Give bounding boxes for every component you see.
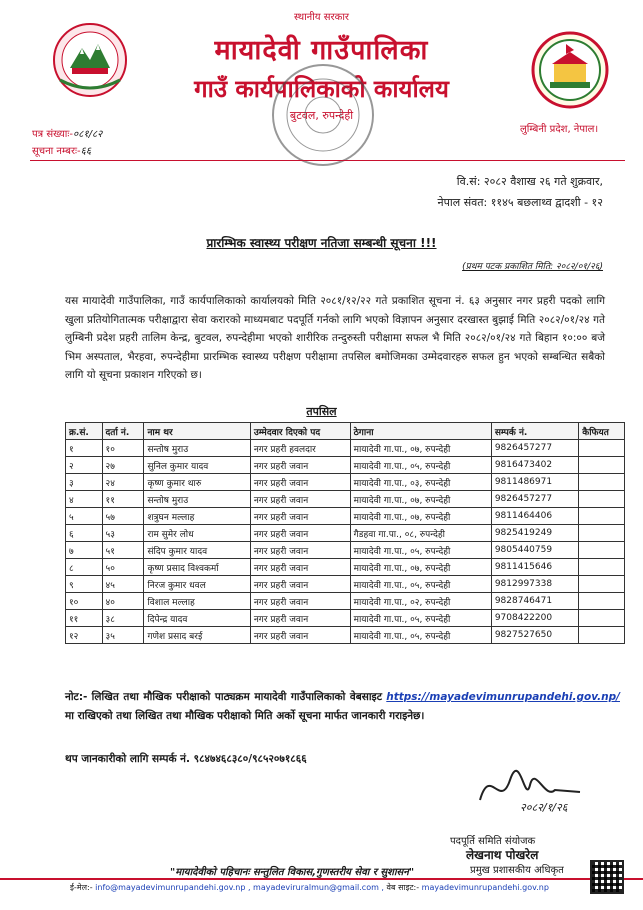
cell-reg-no: ३८	[102, 610, 144, 627]
cell-remarks	[579, 491, 625, 508]
cell-contact: 9827527650	[491, 627, 578, 644]
cell-position: नगर प्रहरी जवान	[250, 474, 350, 491]
table-row	[66, 491, 625, 508]
municipality-title: मायादेवी गाउँपालिका	[214, 35, 429, 66]
cell-address: मायादेवी गा.पा., ०२, रुपन्देही	[350, 593, 491, 610]
cell-address: मायादेवी गा.पा., ०७, रुपन्देही	[350, 440, 491, 457]
cell-position: नगर प्रहरी जवान	[250, 525, 350, 542]
email-link-2[interactable]: mayadeviruralmun@gmail.com	[253, 883, 379, 892]
note-text-2: मा राखिएको तथा लिखित तथा मौखिक परीक्षाको मिति अर्को सूचना मार्फत जानकारी गराइनेछ।	[65, 710, 425, 722]
col-sn: क्र.सं.	[66, 423, 103, 440]
table-row	[66, 440, 625, 457]
cell-name: विशाल मल्लाह	[144, 593, 250, 610]
cell-remarks	[579, 576, 625, 593]
cell-position: नगर प्रहरी जवान	[250, 542, 350, 559]
website-link[interactable]: https://mayadevimunrupandehi.gov.np/	[386, 691, 620, 703]
footer-contacts: ई-मेल:- info@mayadevimunrupandehi.gov.np , mayadeviruralmun@gmail.com , वेब साइट:- mayadevimunrupandehi.gov.np	[70, 883, 549, 892]
cell-sn: २	[66, 457, 103, 474]
col-address: ठेगाना	[350, 423, 491, 440]
cell-name: कृष्ण प्रसाद विश्वकर्मा	[144, 559, 250, 576]
cell-remarks	[579, 559, 625, 576]
office-stamp-icon	[268, 60, 378, 170]
cell-reg-no: ४०	[102, 593, 144, 610]
qr-code-icon	[590, 860, 624, 894]
notice-number-value: ६६	[80, 146, 92, 157]
cell-position: नगर प्रहरी जवान	[250, 508, 350, 525]
government-label: स्थानीय सरकार	[294, 12, 349, 23]
contact-info: थप जानकारीको लागि सम्पर्क नं. ९८४७४६८३८०/९८५२०७१८६६	[65, 753, 307, 765]
cell-position: नगर प्रहरी जवान	[250, 593, 350, 610]
vs-date: वि.सं: २०८२ वैशाख २६ गते शुक्रवार,	[456, 175, 603, 188]
note-prefix: नोट:-	[65, 691, 88, 703]
cell-sn: ४	[66, 491, 103, 508]
table-title: तपसिल	[306, 405, 337, 418]
cell-remarks	[579, 525, 625, 542]
header-divider	[30, 160, 625, 161]
cell-position: नगर प्रहरी जवान	[250, 627, 350, 644]
cell-address: मायादेवी गा.पा., ०७, रुपन्देही	[350, 559, 491, 576]
footer-website-link[interactable]: mayadevimunrupandehi.gov.np	[421, 883, 549, 892]
notice-body: यस मायादेवी गाउँपालिका, गाउँ कार्यपालिकाको कार्यालयको मिति २०८१/१२/२२ गते प्रकाशित सूचना नं. ६३ अनुसार नगर प्रहरी पदको लागि खुला प्रतियोगितात्मक परीक्षाद्वारा सेवा करारको माध्यमबाट पदपूर्ति गर्नको लागि भएको विज्ञापन अनुसार दरखास्त बुझाई मिति २०८२/०१/२४ गते लुम्बिनी प्रदेश प्रहरी तालिम केन्द्र, बुटवल, रुपन्देहीमा भएको शारीरिक तन्दुरुस्ती परीक्षामा सफल भै मिति २०८२/०१/२४ गते बिहान १०:०० बजे भिम अस्पताल, भैरहवा, रुपन्देहीमा प्रारम्भिक स्वास्थ्य परीक्षण परीक्षामा तपसिल बमोजिमका उम्मेदवारहरु सफल हुन भएको सम्बन्धित सबैको लागि यो सूचना प्रकाशन गरिएको छ।	[65, 295, 605, 381]
col-position: उम्मेदवार दिएको पद	[250, 423, 350, 440]
cell-sn: ५	[66, 508, 103, 525]
cell-position: नगर प्रहरी जवान	[250, 559, 350, 576]
cell-sn: ८	[66, 559, 103, 576]
cell-address: मायादेवी गा.पा., ०५, रुपन्देही	[350, 627, 491, 644]
cell-contact: 9811464406	[491, 508, 578, 525]
cell-contact: 9812997338	[491, 576, 578, 593]
cell-remarks	[579, 457, 625, 474]
cell-contact: 9826457277	[491, 440, 578, 457]
office-title: गाउँ कार्यपालिकाको कार्यालय	[194, 75, 449, 103]
col-name: नाम थर	[144, 423, 250, 440]
cell-reg-no: ४५	[102, 576, 144, 593]
cell-address: मायादेवी गा.पा., ०५, रुपन्देही	[350, 576, 491, 593]
table-row	[66, 627, 625, 644]
table-header-row	[66, 423, 625, 440]
cell-sn: १	[66, 440, 103, 457]
cell-name: सन्तोष मुराउ	[144, 491, 250, 508]
col-contact: सम्पर्क नं.	[491, 423, 578, 440]
note	[65, 688, 620, 726]
cell-remarks	[579, 474, 625, 491]
cell-reg-no: ११	[102, 491, 144, 508]
cell-address: गैडहवा गा.पा., ०८, रुपन्देही	[350, 525, 491, 542]
cell-sn: ३	[66, 474, 103, 491]
cell-position: नगर प्रहरी हवलदार	[250, 440, 350, 457]
cell-reg-no: ५१	[102, 542, 144, 559]
cell-remarks	[579, 508, 625, 525]
cell-name: संदिप कुमार यादव	[144, 542, 250, 559]
cell-sn: १०	[66, 593, 103, 610]
letter-number	[32, 126, 102, 140]
cell-sn: १२	[66, 627, 103, 644]
table-row	[66, 593, 625, 610]
col-remarks: कैफियत	[579, 423, 625, 440]
table-row	[66, 610, 625, 627]
cell-contact: 9805440759	[491, 542, 578, 559]
footer-motto: "मायादेवीको पहिचानः सन्तुलित विकास,गुणस्तरीय सेवा र सुशासन"	[170, 867, 415, 878]
cell-name: निरज कुमार धवल	[144, 576, 250, 593]
municipality-logo-icon	[530, 30, 610, 110]
notice-subject: प्रारम्भिक स्वास्थ्य परीक्षण नतिजा सम्बन्धी सूचना !!!	[206, 236, 437, 250]
letter-number-label: पत्र संख्याः-	[32, 129, 74, 140]
cell-remarks	[579, 593, 625, 610]
signature-date: २०८२/१/२६	[520, 801, 568, 814]
province-label: लुम्बिनी प्रदेश, नेपाल।	[520, 124, 599, 135]
cell-remarks	[579, 440, 625, 457]
cell-contact: 9816473402	[491, 457, 578, 474]
cell-position: नगर प्रहरी जवान	[250, 576, 350, 593]
cell-address: मायादेवी गा.पा., ०७, रुपन्देही	[350, 508, 491, 525]
table-row	[66, 559, 625, 576]
col-reg-no: दर्ता नं.	[102, 423, 144, 440]
cell-name: राम सुमेर लोध	[144, 525, 250, 542]
cell-address: मायादेवी गा.पा., ०७, रुपन्देही	[350, 491, 491, 508]
cell-contact: 9828746471	[491, 593, 578, 610]
table-row	[66, 542, 625, 559]
note-text-1: लिखित तथा मौखिक परीक्षाको पाठ्यक्रम मायादेवी गाउँपालिकाको वेबसाइट	[91, 691, 383, 703]
cell-reg-no: २७	[102, 457, 144, 474]
cell-reg-no: १०	[102, 440, 144, 457]
cell-reg-no: २४	[102, 474, 144, 491]
cell-reg-no: ५७	[102, 508, 144, 525]
cell-position: नगर प्रहरी जवान	[250, 610, 350, 627]
website-label: वेब साइट:-	[386, 883, 420, 892]
cell-reg-no: ५०	[102, 559, 144, 576]
cell-sn: ७	[66, 542, 103, 559]
cell-name: सन्तोष मुराउ	[144, 440, 250, 457]
cell-name: शत्रुघन मल्लाह	[144, 508, 250, 525]
cell-remarks	[579, 627, 625, 644]
cell-name: गणेश प्रसाद बरई	[144, 627, 250, 644]
cell-address: मायादेवी गा.पा., ०३, रुपन्देही	[350, 474, 491, 491]
table-row	[66, 457, 625, 474]
cell-reg-no: ५३	[102, 525, 144, 542]
cell-contact: 9825419249	[491, 525, 578, 542]
notice-number-label: सूचना नम्बरः-	[32, 146, 81, 157]
nepal-sambat-date: नेपाल संवत: ११४५ बछलाथ्व द्वादशी - १२	[437, 196, 603, 209]
cell-address: मायादेवी गा.पा., ०५, रुपन्देही	[350, 610, 491, 627]
cell-sn: ११	[66, 610, 103, 627]
signatory-name: लेखनाथ पोखरेल	[466, 848, 539, 862]
cell-name: दिपेन्द्र यादव	[144, 610, 250, 627]
cell-name: कृष्ण कुमार थारु	[144, 474, 250, 491]
cell-reg-no: ३५	[102, 627, 144, 644]
office-address: बुटवल, रुपन्देही	[289, 109, 354, 122]
cell-contact: 9826457277	[491, 491, 578, 508]
cell-remarks	[579, 542, 625, 559]
cell-remarks	[579, 610, 625, 627]
table-row	[66, 576, 625, 593]
email-label: ई-मेल:-	[70, 883, 93, 892]
cell-address: मायादेवी गा.पा., ०५, रुपन्देही	[350, 457, 491, 474]
signatory-position: प्रमुख प्रशासकीय अधिकृत	[470, 865, 564, 876]
table-row	[66, 525, 625, 542]
table-row	[66, 474, 625, 491]
first-published-date: (प्रथम पटक प्रकाशित मिति: २०८२/०१/२६)	[462, 262, 603, 272]
notice-number	[32, 143, 91, 157]
results-table	[65, 422, 625, 644]
cell-contact: 9708422200	[491, 610, 578, 627]
cell-contact: 9811486971	[491, 474, 578, 491]
cell-contact: 9811415646	[491, 559, 578, 576]
signatory-title: पदपूर्ति समिति संयोजक	[450, 836, 536, 847]
cell-address: मायादेवी गा.पा., ०५, रुपन्देही	[350, 542, 491, 559]
cell-sn: ९	[66, 576, 103, 593]
email-link-1[interactable]: info@mayadevimunrupandehi.gov.np	[95, 883, 246, 892]
letter-number-value: ०८१/८२	[73, 129, 103, 140]
cell-position: नगर प्रहरी जवान	[250, 457, 350, 474]
cell-name: सुनिल कुमार यादव	[144, 457, 250, 474]
cell-sn: ६	[66, 525, 103, 542]
table-row	[66, 508, 625, 525]
cell-position: नगर प्रहरी जवान	[250, 491, 350, 508]
